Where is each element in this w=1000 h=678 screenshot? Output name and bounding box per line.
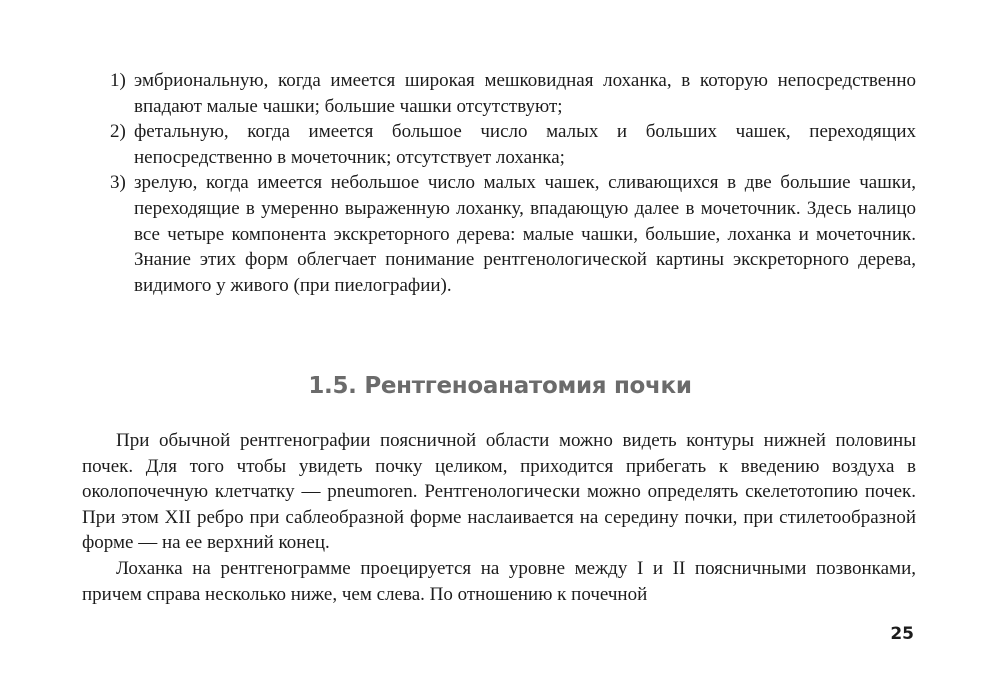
body-text — [82, 428, 916, 607]
paragraph: При обычной рентгенографии поясничной области можно видеть контуры нижней половины почек. Для того чтобы увидеть почку целиком, приходится прибегать к введению воздуха в околопочечную клетчатку — pneumoren. Рентгенологически можно определять скелетотопию почек. При этом XII ребро при саблеобразной форме наслаивается на середину почки, при стилетообразной форме — на ее верхний конец. — [82, 430, 916, 554]
list-item-text: фетальную, когда имеется большое число малых и больших чашек, переходящих непосредственно в мочеточник; отсутствует лоханка; — [134, 121, 916, 168]
list-item-text: эмбриональную, когда имеется широкая мешковидная лоханка, в которую непосредственно впадают малые чашки; большие чашки отсутствуют; — [134, 70, 916, 117]
list-item-number: 3) — [110, 172, 126, 194]
numbered-list — [86, 68, 916, 298]
list-item-number: 1) — [110, 70, 126, 91]
list-item — [86, 170, 916, 298]
paragraph: Лоханка на рентгенограмме проецируется на уровне между I и II поясничными позвонками, причем справа несколько ниже, чем слева. По отношению к почечной — [82, 557, 916, 605]
list-item — [86, 119, 916, 170]
list-item — [86, 68, 916, 119]
list-item-text: зрелую, когда имеется небольшое число малых чашек, сливающихся в две большие чашки, переходящие в умеренно выраженную лоханку, впадающую далее в мочеточник. Здесь налицо все четыре компонента экскреторного дерева: малые чашки, большие, лоханка и мочеточник. Знание этих форм облегчает понимание рентгенологической картины экскреторного дерева, видимого у живого (при пиелографии). — [134, 172, 916, 296]
list-item-number: 2) — [110, 121, 126, 143]
page-number: 25 — [890, 624, 914, 644]
section-heading: 1.5. Рентгеноанатомия почки — [308, 373, 692, 399]
